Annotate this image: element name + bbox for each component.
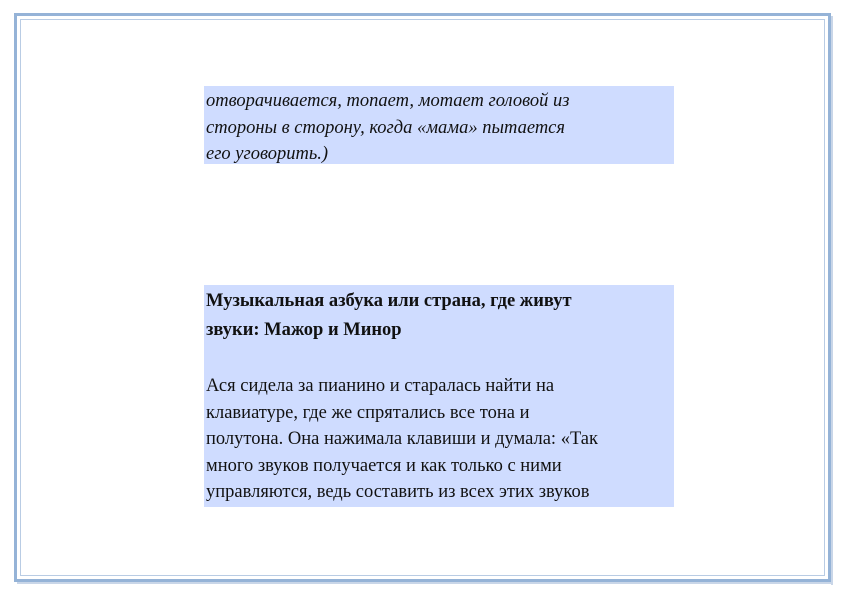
chapter-title-line: Музыкальная азбука или страна, где живут [206, 291, 572, 311]
chapter-body-line: управляются, ведь составить из всех этих звуков [206, 482, 590, 502]
chapter-body [206, 373, 674, 506]
chapter-title-line: звуки: Мажор и Минор [206, 320, 402, 340]
chapter-title [206, 287, 674, 345]
chapter-body-line: Ася сидела за пианино и старалась найти на [206, 376, 555, 396]
passage-line: его уговорить.) [206, 144, 329, 164]
chapter-body-line: полутона. Она нажимала клавиши и думала: «Так [206, 429, 598, 449]
passage-line: стороны в сторону, когда «мама» пытается [206, 117, 565, 138]
frame-shadow-right [831, 16, 833, 585]
chapter-block [204, 285, 674, 507]
chapter-body-line: клавиатуре, где же спрятались все тона и [206, 402, 530, 423]
passage-line: отворачивается, топает, мотает головой из [206, 91, 570, 111]
frame-shadow-bottom [17, 582, 833, 584]
passage-fragment [204, 86, 674, 164]
chapter-body-line: много звуков получается и как только с ними [206, 455, 562, 476]
